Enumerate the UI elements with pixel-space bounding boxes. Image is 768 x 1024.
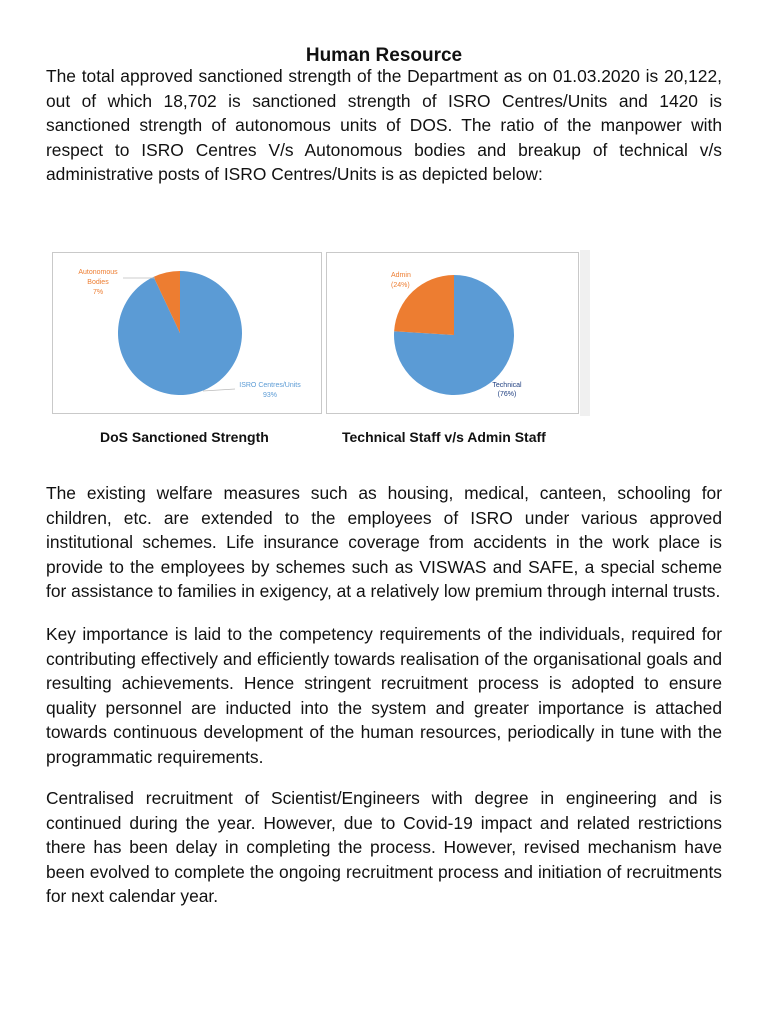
chart-caption-dos: DoS Sanctioned Strength <box>100 429 269 445</box>
dos-sanctioned-strength-chart <box>52 252 322 414</box>
intro-paragraph: The total approved sanctioned strength of the Department as on 01.03.2020 is 20,122, out of which 18,702 is sanctioned strength of ISRO Centres/Units and 1420 is sanctioned strength of autonomous units of DOS. The ratio of the manpower with respect to ISRO Centres V/s Autonomous bodies and breakup of technical v/s administrative posts of ISRO Centres/Units is as depicted below: <box>46 66 722 185</box>
recruitment-paragraph: Centralised recruitment of Scientist/Engineers with degree in engineering and is continued during the year. However, due to Covid-19 impact and related restrictions there has been delay in completing the process. However, revised mechanism have been evolved to complete the ongoing recruitment process and initiation of recruitments for next calendar year. <box>46 788 722 907</box>
technical-vs-admin-chart <box>326 252 579 414</box>
page-title: Human Resource <box>305 45 463 66</box>
label-admin-percent: (24%) <box>391 282 410 289</box>
label-autonomous-line2: Bodies <box>87 279 109 286</box>
label-autonomous-line1: Autonomous <box>78 269 118 276</box>
welfare-paragraph: The existing welfare measures such as housing, medical, canteen, schooling for children, etc. are extended to the employees of ISRO under various approved institutional schemes. Life insurance coverage from accidents in the work place is provide to the employees by schemes such as VISWAS and SAFE, a special scheme for assistance to families in exigency, at a relatively low premium through internal trusts. <box>46 483 722 602</box>
pie-chart-1 <box>53 253 321 413</box>
competency-paragraph: Key importance is laid to the competency requirements of the individuals, required for contributing effectively and efficiently towards realisation of the organisational goals and resulting achievements. Hence stringent recruitment process is adopted to ensure quality personnel are inducted into the system and greater importance is attached towards continuous development of the human resources, periodically in tune with the programmatic requirements. <box>46 624 722 767</box>
label-isro-percent: 93% <box>262 392 278 399</box>
label-autonomous-percent: 7% <box>92 289 104 296</box>
label-isro-centres: ISRO Centres/Units <box>239 382 301 389</box>
label-admin: Admin <box>391 272 411 279</box>
chart-caption-staff: Technical Staff v/s Admin Staff <box>342 429 546 445</box>
decorative-strip <box>580 250 590 416</box>
label-technical: Technical <box>492 382 522 389</box>
leader-line-isro <box>203 389 235 391</box>
pie-chart-2 <box>327 253 578 413</box>
label-technical-percent: (76%) <box>497 391 517 398</box>
